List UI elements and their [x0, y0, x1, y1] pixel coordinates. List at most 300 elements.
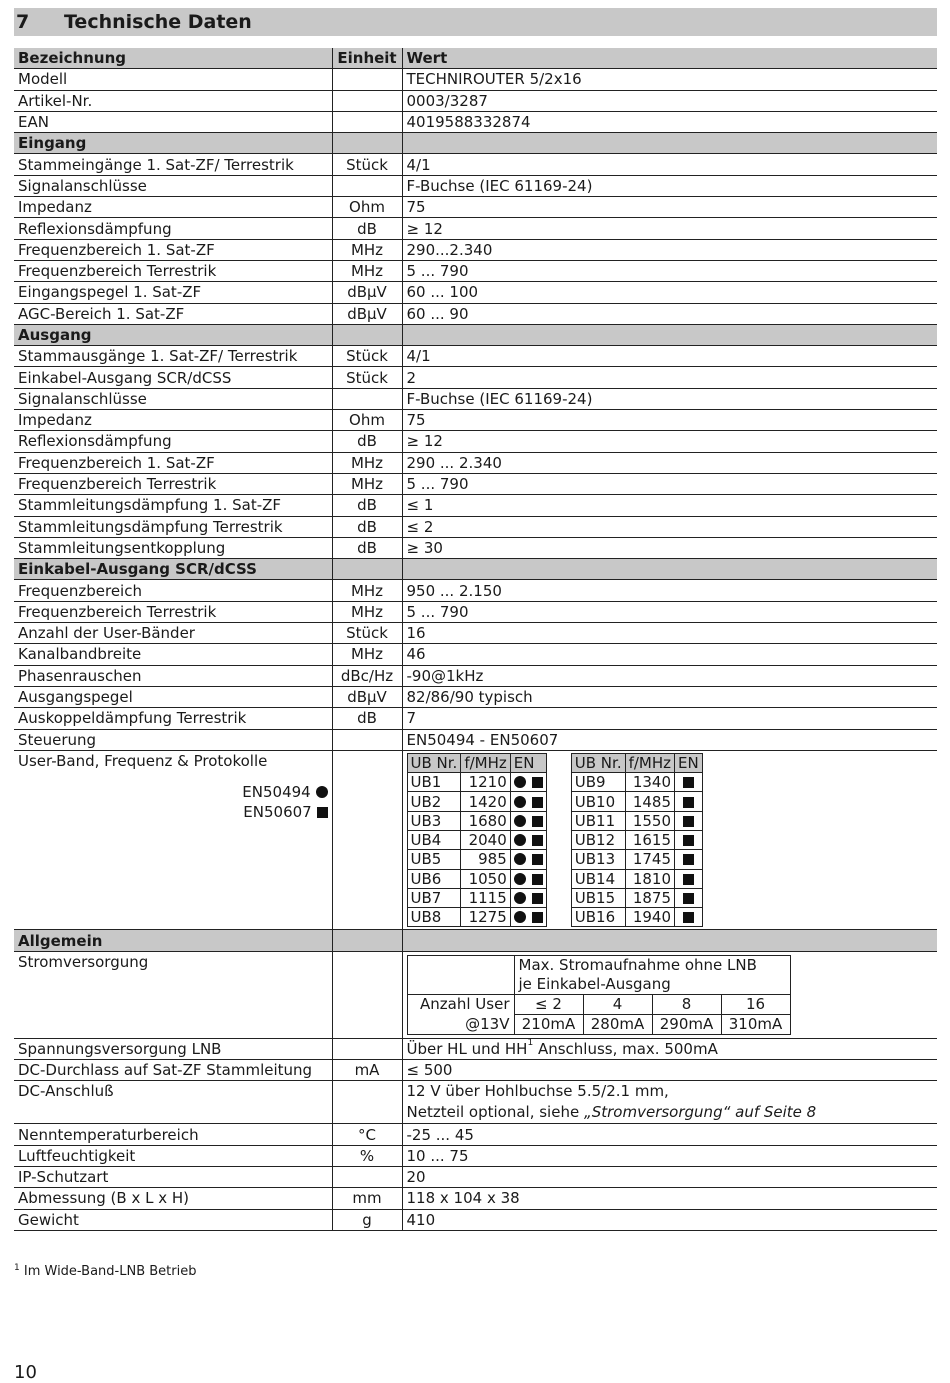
en50607-square-icon [683, 874, 694, 885]
spec-value: 60 ... 90 [402, 303, 937, 324]
spec-value: ≥ 30 [402, 537, 937, 558]
spec-label: Reflexionsdämpfung [14, 218, 332, 239]
spec-label: Gewicht [14, 1209, 332, 1230]
ub-frequency: 1115 [461, 888, 510, 907]
userband-table-left [407, 753, 547, 928]
ub-protocols [675, 792, 703, 811]
ub-protocols [510, 792, 546, 811]
ub-frequency: 1615 [625, 830, 674, 849]
power-row1-label: Anzahl User [407, 994, 514, 1014]
ub-protocols [675, 773, 703, 792]
spec-label: Anzahl der User-Bänder [14, 623, 332, 644]
section-value-cell [402, 930, 937, 951]
userband-unit-cell [332, 750, 402, 930]
ub-frequency: 2040 [461, 830, 510, 849]
spec-value: 4/1 [402, 346, 937, 367]
en50607-square-icon [683, 912, 694, 923]
spec-value: ≤ 2 [402, 516, 937, 537]
ub-number: UB5 [407, 850, 461, 869]
spec-unit: dB [332, 431, 402, 452]
ub-number: UB13 [571, 850, 625, 869]
spec-label: Stammeingänge 1. Sat-ZF/ Terrestrik [14, 154, 332, 175]
userband-row [407, 850, 546, 869]
section-value-cell [402, 559, 937, 580]
spec-value: 410 [402, 1209, 937, 1230]
dc-line2-pre: Netzteil optional, siehe [406, 1103, 584, 1122]
spec-label: Auskoppeldämpfung Terrestrik [14, 708, 332, 729]
spec-value: 118 x 104 x 38 [402, 1188, 937, 1209]
userband-row [407, 811, 546, 830]
spec-row [14, 239, 937, 260]
lnb-value-post: Anschluss, max. 500mA [533, 1039, 718, 1058]
spec-label: Stammausgänge 1. Sat-ZF/ Terrestrik [14, 346, 332, 367]
power-user-count: 16 [721, 994, 790, 1014]
spec-unit: MHz [332, 260, 402, 281]
spec-label: Frequenzbereich Terrestrik [14, 601, 332, 622]
en50607-square-icon [683, 854, 694, 865]
power-value-cell [402, 951, 937, 1038]
spec-row [14, 495, 937, 516]
userband-row-container [14, 750, 937, 930]
spec-unit: mm [332, 1188, 402, 1209]
en50494-dot-icon [514, 834, 526, 846]
userband-label: User-Band, Frequenz & Protokolle [18, 751, 268, 770]
section-unit-cell [332, 133, 402, 154]
power-current: 290mA [652, 1014, 721, 1034]
ub-header-en: EN [675, 753, 703, 772]
section-value-cell [402, 133, 937, 154]
spec-value: 290 ... 2.340 [402, 452, 937, 473]
ub-number: UB1 [407, 773, 461, 792]
section-ausgang [14, 324, 937, 345]
ub-header-nr: UB Nr. [407, 753, 461, 772]
header-wert: Wert [402, 48, 937, 69]
userband-row [571, 792, 702, 811]
userband-row [571, 773, 702, 792]
spec-label: AGC-Bereich 1. Sat-ZF [14, 303, 332, 324]
spec-value [402, 1038, 937, 1059]
userband-row [571, 869, 702, 888]
spec-row [14, 197, 937, 218]
spec-value: 0003/3287 [402, 90, 937, 111]
userband-row [571, 850, 702, 869]
ub-protocols [675, 850, 703, 869]
en50607-square-icon [532, 893, 543, 904]
spec-label: Signalanschlüsse [14, 175, 332, 196]
spec-row [14, 260, 937, 281]
spec-unit: dB [332, 708, 402, 729]
spec-row [14, 580, 937, 601]
userband-label-cell [14, 750, 332, 930]
table-header-row [14, 48, 937, 69]
en50607-square-icon [683, 816, 694, 827]
spec-value: ≥ 12 [402, 431, 937, 452]
spec-unit: Stück [332, 346, 402, 367]
spec-row [14, 69, 937, 90]
ub-protocols [675, 830, 703, 849]
en50494-dot-icon [514, 815, 526, 827]
spec-row [14, 601, 937, 622]
spec-unit: dBc/Hz [332, 665, 402, 686]
spec-unit: MHz [332, 239, 402, 260]
spec-value: TECHNIROUTER 5/2x16 [402, 69, 937, 90]
ub-frequency: 1550 [625, 811, 674, 830]
en50607-square-icon [532, 874, 543, 885]
ub-header-freq: f/MHz [461, 753, 510, 772]
ub-number: UB11 [571, 811, 625, 830]
spec-unit [332, 90, 402, 111]
spec-unit: mA [332, 1060, 402, 1081]
ub-frequency: 1875 [625, 888, 674, 907]
spec-row [14, 1124, 937, 1145]
spec-unit [332, 729, 402, 750]
spec-row [14, 218, 937, 239]
ub-frequency: 1810 [625, 869, 674, 888]
ub-number: UB12 [571, 830, 625, 849]
spec-label: Kanalbandbreite [14, 644, 332, 665]
en50607-square-icon [532, 797, 543, 808]
ub-protocols [510, 830, 546, 849]
section-heading: Einkabel-Ausgang SCR/dCSS [14, 559, 332, 580]
ub-protocols [675, 908, 703, 927]
en50494-dot-icon [514, 892, 526, 904]
spec-label: EAN [14, 111, 332, 132]
spec-value: 5 ... 790 [402, 260, 937, 281]
spec-label: Artikel-Nr. [14, 90, 332, 111]
ub-protocols [510, 888, 546, 907]
spec-label: Stammleitungsdämpfung Terrestrik [14, 516, 332, 537]
userband-table-right [571, 753, 703, 928]
spec-value: 60 ... 100 [402, 282, 937, 303]
section-heading: Ausgang [14, 324, 332, 345]
section-title: Technische Daten [64, 11, 252, 33]
power-current: 210mA [514, 1014, 583, 1034]
ub-number: UB8 [407, 908, 461, 927]
en50494-dot-icon [514, 911, 526, 923]
power-user-count: 4 [583, 994, 652, 1014]
spec-label: IP-Schutzart [14, 1166, 332, 1187]
header-bezeichnung: Bezeichnung [14, 48, 332, 69]
en50607-square-icon [532, 816, 543, 827]
ub-protocols [510, 869, 546, 888]
spec-unit: % [332, 1145, 402, 1166]
footnote-ref: 1 [527, 1038, 534, 1048]
footnote-mark: 1 [14, 1263, 20, 1273]
ub-protocols [510, 908, 546, 927]
en50607-square-icon [532, 835, 543, 846]
spec-label: Frequenzbereich 1. Sat-ZF [14, 452, 332, 473]
ub-frequency: 1485 [625, 792, 674, 811]
spec-label: Frequenzbereich Terrestrik [14, 260, 332, 281]
spec-value: 950 ... 2.150 [402, 580, 937, 601]
spec-row [14, 1209, 937, 1230]
spec-unit [332, 111, 402, 132]
spec-row [14, 1166, 937, 1187]
spec-label: Impedanz [14, 197, 332, 218]
spec-value: ≤ 1 [402, 495, 937, 516]
spec-unit [332, 1081, 402, 1124]
power-empty-cell [407, 955, 514, 994]
spec-label: Einkabel-Ausgang SCR/dCSS [14, 367, 332, 388]
ub-frequency: 1420 [461, 792, 510, 811]
spec-unit [332, 388, 402, 409]
spec-label: Frequenzbereich Terrestrik [14, 473, 332, 494]
spec-unit: Stück [332, 367, 402, 388]
userband-row [407, 773, 546, 792]
spec-unit: MHz [332, 580, 402, 601]
en50494-dot-icon [514, 796, 526, 808]
spec-label: Eingangspegel 1. Sat-ZF [14, 282, 332, 303]
ub-protocols [510, 773, 546, 792]
spec-row [14, 346, 937, 367]
spec-unit: Ohm [332, 410, 402, 431]
spec-unit: dB [332, 218, 402, 239]
power-table [407, 955, 791, 1035]
ub-protocols [510, 811, 546, 830]
spec-row [14, 410, 937, 431]
userband-row [571, 830, 702, 849]
power-row2-label: @13V [407, 1014, 514, 1034]
section-unit-cell [332, 930, 402, 951]
header-einheit: Einheit [332, 48, 402, 69]
lnb-row [14, 1038, 937, 1059]
spec-label: Phasenrauschen [14, 665, 332, 686]
spec-value: ≥ 12 [402, 218, 937, 239]
spec-label: Impedanz [14, 410, 332, 431]
dc-line1: 12 V über Hohlbuchse 5.5/2.1 mm, [406, 1082, 669, 1101]
spec-value: EN50494 - EN50607 [402, 729, 937, 750]
power-heading-2: je Einkabel-Ausgang [514, 975, 790, 995]
dc-reference-link[interactable]: „Stromversorgung“ auf Seite 8 [583, 1103, 817, 1122]
circle-icon [316, 786, 328, 798]
spec-label: Abmessung (B x L x H) [14, 1188, 332, 1209]
userband-row [407, 830, 546, 849]
userband-row [407, 888, 546, 907]
ub-number: UB6 [407, 869, 461, 888]
spec-label: Modell [14, 69, 332, 90]
spec-value: 46 [402, 644, 937, 665]
spec-row [14, 1145, 937, 1166]
spec-label: Frequenzbereich 1. Sat-ZF [14, 239, 332, 260]
spec-row [14, 1060, 937, 1081]
spec-unit: dB [332, 516, 402, 537]
spec-label: Nenntemperaturbereich [14, 1124, 332, 1145]
ub-protocols [675, 869, 703, 888]
spec-unit: dB [332, 537, 402, 558]
spec-value: 4/1 [402, 154, 937, 175]
spec-row [14, 729, 937, 750]
spec-value: 75 [402, 410, 937, 431]
spec-unit [332, 1166, 402, 1187]
spec-unit: MHz [332, 473, 402, 494]
spec-unit [332, 69, 402, 90]
footnote-text: Im Wide-Band-LNB Betrieb [19, 1264, 197, 1279]
section-eingang [14, 133, 937, 154]
userband-row [571, 888, 702, 907]
spec-unit: dBµV [332, 686, 402, 707]
dc-line2 [407, 1102, 934, 1123]
spec-unit: g [332, 1209, 402, 1230]
spec-unit [332, 175, 402, 196]
spec-value: 16 [402, 623, 937, 644]
legend-en50494: EN50494 [242, 782, 311, 801]
spec-value [402, 1081, 937, 1124]
spec-unit: dBµV [332, 282, 402, 303]
ub-number: UB14 [571, 869, 625, 888]
section-heading: Allgemein [14, 930, 332, 951]
spec-row [14, 175, 937, 196]
spec-row [14, 452, 937, 473]
section-value-cell [402, 324, 937, 345]
spec-value: 4019588332874 [402, 111, 937, 132]
spec-unit: Stück [332, 623, 402, 644]
spec-row [14, 303, 937, 324]
spec-row [14, 154, 937, 175]
ub-frequency: 1210 [461, 773, 510, 792]
en50607-square-icon [532, 777, 543, 788]
spec-value: 2 [402, 367, 937, 388]
spec-label: Frequenzbereich [14, 580, 332, 601]
spec-value: 10 ... 75 [402, 1145, 937, 1166]
ub-header-en: EN [510, 753, 546, 772]
dc-row [14, 1081, 937, 1124]
en50607-square-icon [532, 912, 543, 923]
ub-number: UB9 [571, 773, 625, 792]
spec-row [14, 665, 937, 686]
power-heading-1: Max. Stromaufnahme ohne LNB [514, 955, 790, 975]
spec-value: F-Buchse (IEC 61169-24) [402, 388, 937, 409]
en50494-dot-icon [514, 873, 526, 885]
en50607-square-icon [683, 893, 694, 904]
spec-unit: MHz [332, 601, 402, 622]
spec-value: -25 ... 45 [402, 1124, 937, 1145]
ub-frequency: 1050 [461, 869, 510, 888]
ub-frequency: 1940 [625, 908, 674, 927]
ub-number: UB10 [571, 792, 625, 811]
spec-value: 75 [402, 197, 937, 218]
spec-row [14, 90, 937, 111]
spec-label: Spannungsversorgung LNB [14, 1038, 332, 1059]
en50607-square-icon [683, 777, 694, 788]
ub-frequency: 985 [461, 850, 510, 869]
power-current: 310mA [721, 1014, 790, 1034]
spec-unit [332, 1038, 402, 1059]
spec-row [14, 516, 937, 537]
spec-label: DC-Durchlass auf Sat-ZF Stammleitung [14, 1060, 332, 1081]
square-icon [317, 807, 328, 818]
spec-row [14, 537, 937, 558]
spec-label: Ausgangspegel [14, 686, 332, 707]
spec-unit: MHz [332, 644, 402, 665]
lnb-value-pre: Über HL und HH [406, 1039, 528, 1058]
ub-number: UB7 [407, 888, 461, 907]
spec-row [14, 644, 937, 665]
spec-label: Stammleitungsdämpfung 1. Sat-ZF [14, 495, 332, 516]
ub-protocols [675, 811, 703, 830]
ub-number: UB16 [571, 908, 625, 927]
legend-en50607: EN50607 [243, 802, 312, 821]
spec-row [14, 686, 937, 707]
spec-label: Signalanschlüsse [14, 388, 332, 409]
spec-value: 5 ... 790 [402, 473, 937, 494]
spec-row [14, 1188, 937, 1209]
power-user-count: 8 [652, 994, 721, 1014]
spec-value: 7 [402, 708, 937, 729]
spec-row [14, 431, 937, 452]
spec-row [14, 367, 937, 388]
spec-row [14, 473, 937, 494]
en50607-square-icon [532, 854, 543, 865]
userband-row [407, 869, 546, 888]
spec-label: Reflexionsdämpfung [14, 431, 332, 452]
power-row [14, 951, 937, 1038]
ub-number: UB2 [407, 792, 461, 811]
ub-frequency: 1745 [625, 850, 674, 869]
ub-header-freq: f/MHz [625, 753, 674, 772]
section-unit-cell [332, 324, 402, 345]
ub-protocols [675, 888, 703, 907]
spec-value: 5 ... 790 [402, 601, 937, 622]
section-heading: Eingang [14, 133, 332, 154]
spec-unit: dB [332, 495, 402, 516]
spec-row [14, 623, 937, 644]
spec-unit: dBµV [332, 303, 402, 324]
userband-row [571, 908, 702, 927]
section-number: 7 [16, 11, 30, 33]
section-unit-cell [332, 559, 402, 580]
spec-unit: MHz [332, 452, 402, 473]
ub-frequency: 1340 [625, 773, 674, 792]
spec-row [14, 282, 937, 303]
power-user-count: ≤ 2 [514, 994, 583, 1014]
power-label: Stromversorgung [14, 951, 332, 1038]
spec-row [14, 111, 937, 132]
spec-value: F-Buchse (IEC 61169-24) [402, 175, 937, 196]
section-allgemein [14, 930, 937, 951]
en50607-square-icon [683, 835, 694, 846]
spec-label: Stammleitungsentkopplung [14, 537, 332, 558]
ub-frequency: 1680 [461, 811, 510, 830]
ub-protocols [510, 850, 546, 869]
ub-number: UB4 [407, 830, 461, 849]
spec-value: 82/86/90 typisch [402, 686, 937, 707]
section-einkabel [14, 559, 937, 580]
userband-value-cell [402, 750, 937, 930]
spec-value: -90@1kHz [402, 665, 937, 686]
ub-frequency: 1275 [461, 908, 510, 927]
page-number: 10 [14, 1362, 37, 1383]
protocol-legend [18, 782, 328, 822]
spec-unit: °C [332, 1124, 402, 1145]
spec-unit: Ohm [332, 197, 402, 218]
spec-label: Luftfeuchtigkeit [14, 1145, 332, 1166]
userband-row [407, 792, 546, 811]
power-current: 280mA [583, 1014, 652, 1034]
spec-value: 20 [402, 1166, 937, 1187]
footnote [14, 1264, 196, 1279]
spec-unit: Stück [332, 154, 402, 175]
spec-table [14, 48, 937, 1231]
spec-row [14, 388, 937, 409]
power-unit-cell [332, 951, 402, 1038]
en50494-dot-icon [514, 776, 526, 788]
en50494-dot-icon [514, 853, 526, 865]
ub-header-nr: UB Nr. [571, 753, 625, 772]
ub-number: UB3 [407, 811, 461, 830]
spec-value: ≤ 500 [402, 1060, 937, 1081]
section-title-bar [14, 8, 937, 36]
spec-value: 290...2.340 [402, 239, 937, 260]
